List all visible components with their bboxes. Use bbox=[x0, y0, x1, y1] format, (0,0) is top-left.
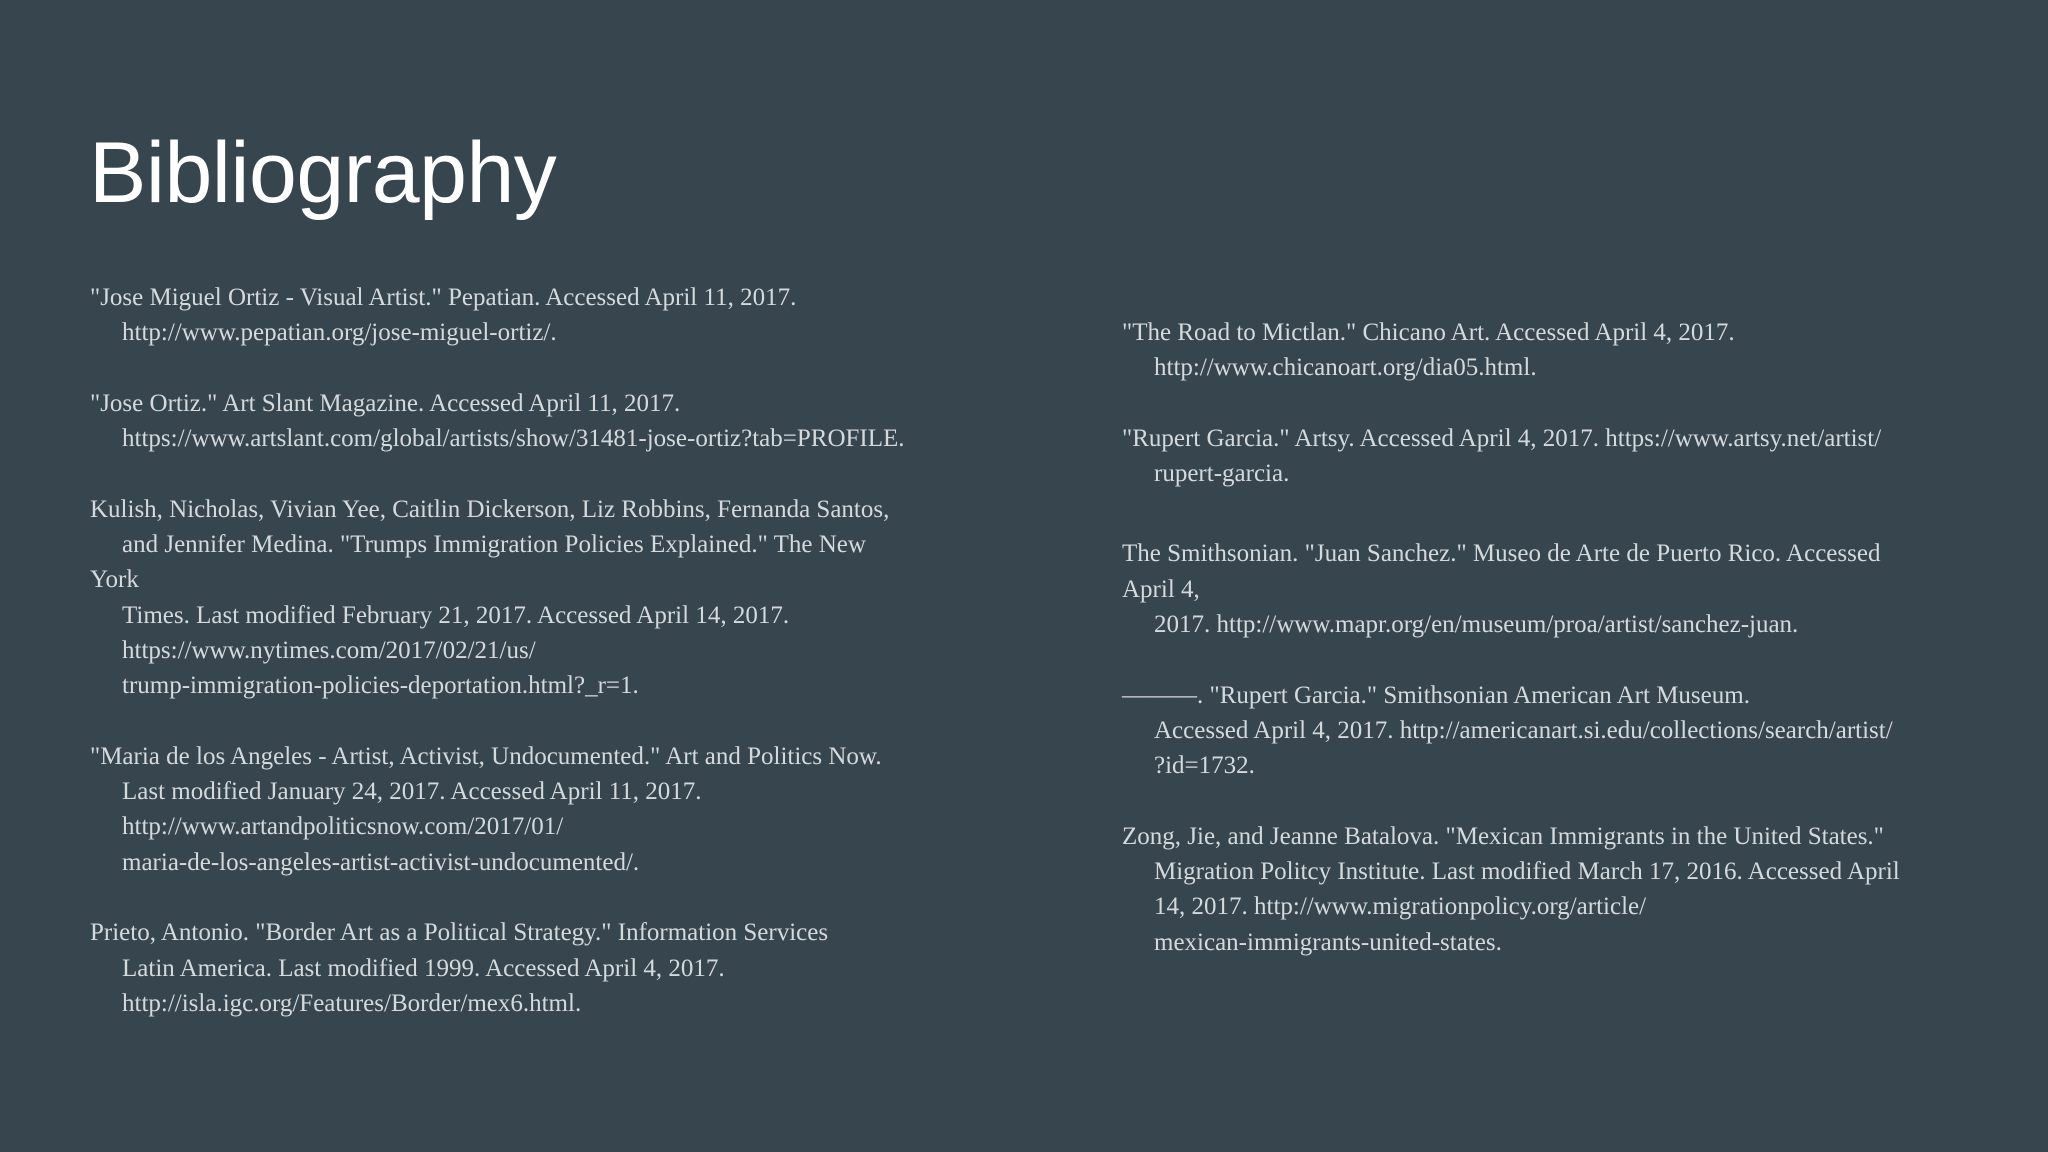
entry-line: https://www.nytimes.com/2017/02/21/us/ bbox=[122, 636, 536, 664]
entry-line: Zong, Jie, and Jeanne Batalova. "Mexican Immigrants in the United States." bbox=[1122, 822, 1884, 850]
entry-line: 2017. http://www.mapr.org/en/museum/proa/artist/sanchez-juan. bbox=[1154, 611, 1799, 639]
bibliography-entry bbox=[90, 492, 970, 704]
bibliography-right-column bbox=[1122, 315, 2002, 960]
entry-line: Times. Last modified February 21, 2017. Accessed April 14, 2017. bbox=[122, 601, 790, 629]
bibliography-entry bbox=[90, 386, 970, 457]
entry-line: The Smithsonian. "Juan Sanchez." Museo de Arte de Puerto Rico. Accessed bbox=[1122, 540, 1881, 568]
entry-line: maria-de-los-angeles-artist-activist-undocumented/. bbox=[122, 848, 640, 876]
slide-title: Bibliography bbox=[89, 125, 557, 221]
entry-line: rupert-garcia. bbox=[1154, 460, 1290, 488]
entry-line: Accessed April 4, 2017. http://americanart.si.edu/collections/search/artist/ bbox=[1154, 716, 1893, 744]
bibliography-left-column bbox=[90, 280, 970, 1021]
bibliography-entry bbox=[90, 915, 970, 1021]
entry-line: http://www.chicanoart.org/dia05.html. bbox=[1154, 354, 1537, 382]
bibliography-entry bbox=[1122, 315, 2002, 386]
entry-line: "Rupert Garcia." Artsy. Accessed April 4, 2017. https://www.artsy.net/artist/ bbox=[1122, 424, 1882, 452]
bibliography-entry bbox=[1122, 678, 2002, 784]
entry-line: trump-immigration-policies-deportation.html?_r=1. bbox=[122, 672, 639, 700]
entry-line: York bbox=[90, 566, 139, 594]
entry-line: April 4, bbox=[1122, 575, 1200, 603]
bibliography-entry bbox=[1122, 421, 2002, 492]
entry-line: Kulish, Nicholas, Vivian Yee, Caitlin Dickerson, Liz Robbins, Fernanda Santos, bbox=[90, 495, 890, 523]
entry-line: https://www.artslant.com/global/artists/show/31481-jose-ortiz?tab=PROFILE. bbox=[122, 425, 905, 453]
entry-line: "Maria de los Angeles - Artist, Activist, Undocumented." Art and Politics Now. bbox=[90, 742, 882, 770]
entry-line: mexican-immigrants-united-states. bbox=[1154, 928, 1502, 956]
entry-line: Migration Politcy Institute. Last modified March 17, 2016. Accessed April bbox=[1154, 858, 1900, 886]
entry-line: http://www.pepatian.org/jose-miguel-ortiz/. bbox=[122, 319, 557, 347]
entry-line: Last modified January 24, 2017. Accessed April 11, 2017. bbox=[122, 778, 702, 806]
entry-line: Prieto, Antonio. "Border Art as a Political Strategy." Information Services bbox=[90, 919, 829, 947]
entry-line: http://isla.igc.org/Features/Border/mex6.html. bbox=[122, 989, 582, 1017]
entry-line: ———. "Rupert Garcia." Smithsonian American Art Museum. bbox=[1122, 681, 1750, 709]
bibliography-entry bbox=[90, 280, 970, 351]
bibliography-entry bbox=[90, 739, 970, 880]
bibliography-entry bbox=[1122, 819, 2002, 960]
entry-line: ?id=1732. bbox=[1154, 752, 1255, 780]
entry-line: "Jose Miguel Ortiz - Visual Artist." Pepatian. Accessed April 11, 2017. bbox=[90, 284, 797, 311]
entry-line: "The Road to Mictlan." Chicano Art. Accessed April 4, 2017. bbox=[1122, 319, 1735, 346]
entry-line: 14, 2017. http://www.migrationpolicy.org/article/ bbox=[1154, 893, 1647, 921]
entry-line: Latin America. Last modified 1999. Accessed April 4, 2017. bbox=[122, 954, 725, 982]
entry-line: "Jose Ortiz." Art Slant Magazine. Accessed April 11, 2017. bbox=[90, 389, 681, 417]
bibliography-entry bbox=[1122, 536, 2002, 642]
entry-line: http://www.artandpoliticsnow.com/2017/01/ bbox=[122, 813, 564, 841]
entry-line: and Jennifer Medina. "Trumps Immigration Policies Explained." The New bbox=[122, 531, 866, 559]
